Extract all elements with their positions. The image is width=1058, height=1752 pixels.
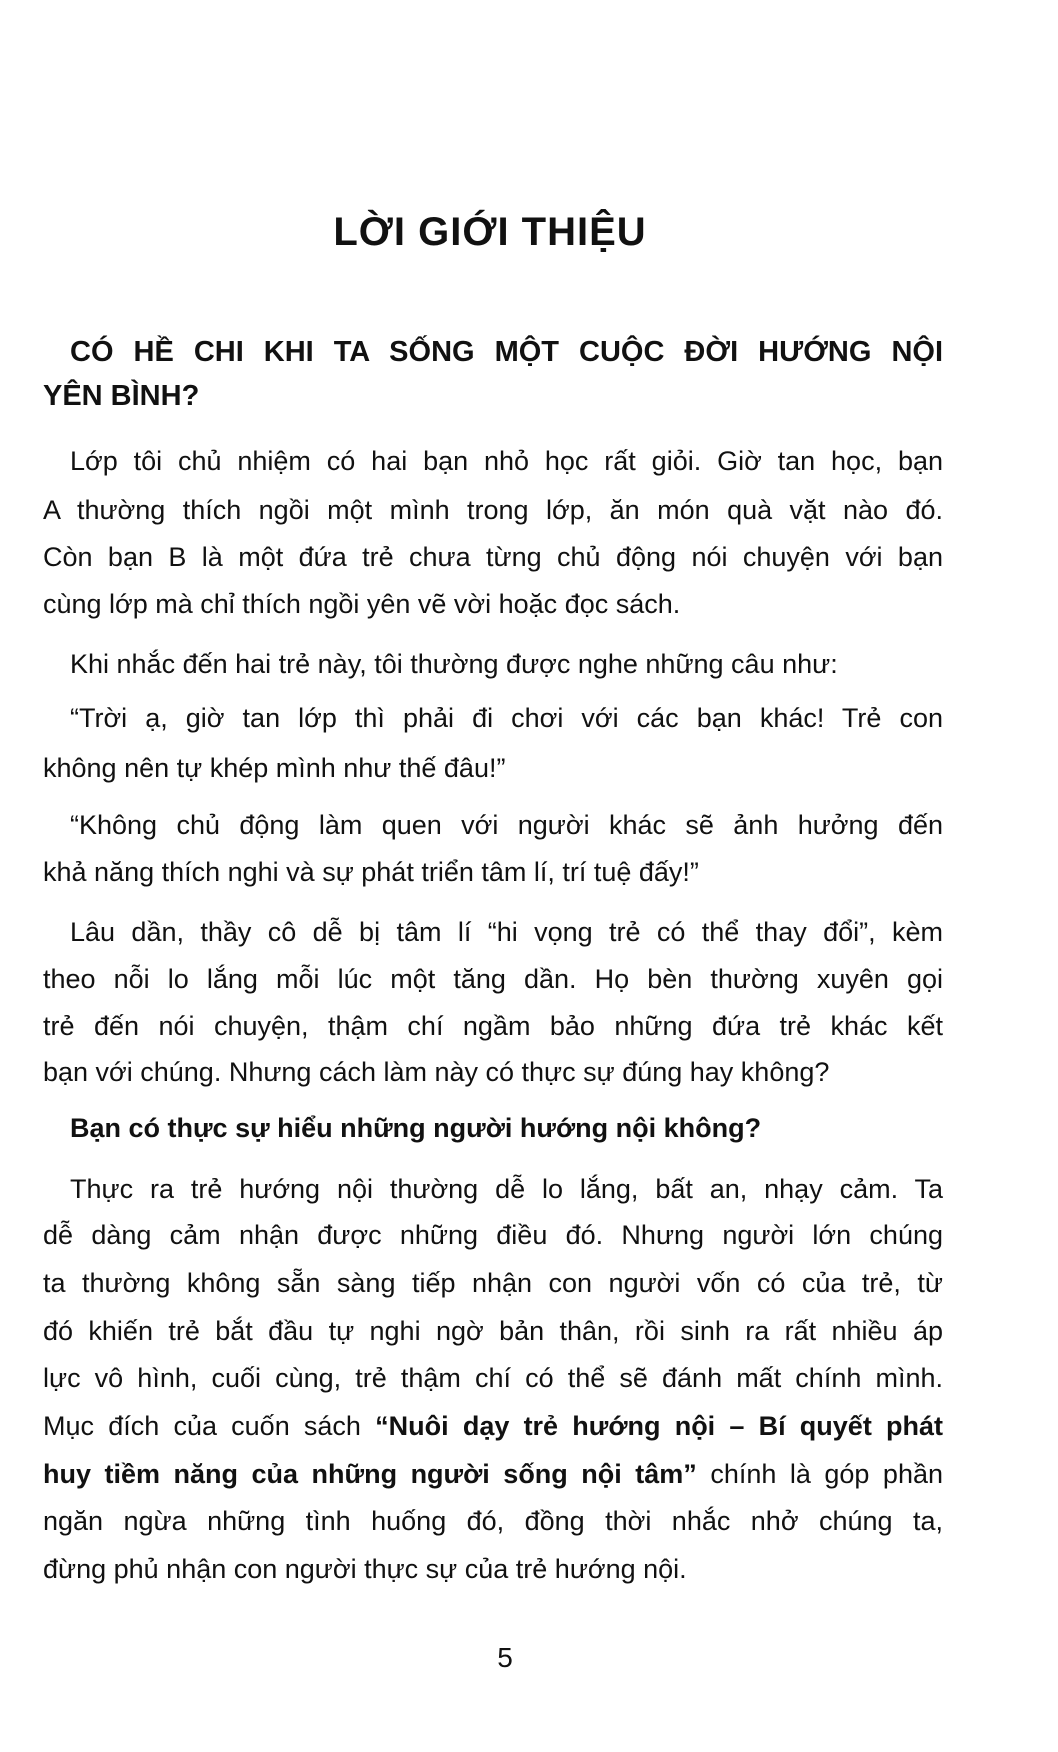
text-segment: đừng phủ nhận con người thực sự của trẻ hướng nội. (43, 1554, 687, 1584)
page-title: LỜI GIỚI THIỆU (333, 210, 647, 254)
paragraph-line (43, 1309, 943, 1353)
text-segment: YÊN BÌNH? (43, 380, 200, 412)
paragraph-line (70, 1167, 943, 1211)
text-segment: Còn bạn B là một đứa trẻ chưa từng chủ động nói chuyện với bạn (43, 542, 943, 572)
book-title-text: huy tiềm năng của những người sống nội tâm” (43, 1459, 697, 1489)
paragraph-line (43, 1213, 943, 1257)
subheading-line (70, 1106, 943, 1150)
text-segment: lực vô hình, cuối cùng, trẻ thậm chí có thể sẽ đánh mất chính mình. (43, 1363, 943, 1393)
text-segment: theo nỗi lo lắng mỗi lúc một tăng dần. Họ bèn thường xuyên gọi (43, 964, 943, 994)
paragraph-line (43, 1404, 943, 1448)
paragraph-line (70, 803, 943, 847)
paragraph-line (70, 910, 943, 954)
text-segment: CÓ HỀ CHI KHI TA SỐNG MỘT CUỘC ĐỜI HƯỚNG NỘI (70, 336, 943, 368)
paragraph-line (43, 1547, 943, 1591)
paragraph-line (43, 1499, 943, 1543)
text-segment: Mục đích của cuốn sách (43, 1411, 376, 1441)
paragraph-line (43, 957, 943, 1001)
paragraph-line (43, 535, 943, 579)
paragraph-line (43, 1452, 943, 1496)
paragraph-line (43, 1004, 943, 1048)
text-segment: ngăn ngừa những tình huống đó, đồng thời nhắc nhở chúng ta, (43, 1506, 943, 1536)
paragraph-line (43, 1050, 943, 1094)
text-segment: đó khiến trẻ bắt đầu tự nghi ngờ bản thân, rồi sinh ra rất nhiều áp (43, 1316, 943, 1346)
page-number: 5 (497, 1642, 513, 1673)
text-segment: Lâu dần, thầy cô dễ bị tâm lí “hi vọng trẻ có thể thay đổi”, kèm (70, 917, 943, 947)
text-segment: không nên tự khép mình như thế đâu!” (43, 753, 506, 783)
text-segment: bạn với chúng. Nhưng cách làm này có thực sự đúng hay không? (43, 1057, 830, 1087)
paragraph-line (70, 642, 943, 686)
text-segment: khả năng thích nghi và sự phát triển tâm lí, trí tuệ đấy!” (43, 857, 699, 887)
text-segment: cùng lớp mà chỉ thích ngồi yên vẽ vời hoặc đọc sách. (43, 589, 681, 619)
paragraph-line (43, 582, 943, 626)
text-segment: Thực ra trẻ hướng nội thường dễ lo lắng, bất an, nhạy cảm. Ta (70, 1174, 943, 1204)
text-segment: “Trời ạ, giờ tan lớp thì phải đi chơi với các bạn khác! Trẻ con (70, 703, 943, 733)
paragraph-line (43, 1261, 943, 1305)
paragraph-line (43, 850, 943, 894)
text-segment: ta thường không sẵn sàng tiếp nhận con người vốn có của trẻ, từ (43, 1268, 943, 1298)
paragraph-line (43, 488, 943, 532)
text-segment: Bạn có thực sự hiểu những người hướng nội không? (70, 1113, 762, 1143)
text-segment: trẻ đến nói chuyện, thậm chí ngầm bảo những đứa trẻ khác kết (43, 1011, 943, 1041)
paragraph-line (43, 1356, 943, 1400)
paragraph-line (70, 439, 943, 483)
section-heading-line (43, 374, 943, 418)
section-heading-line (70, 330, 943, 374)
text-segment: Lớp tôi chủ nhiệm có hai bạn nhỏ học rất giỏi. Giờ tan học, bạn (70, 446, 943, 476)
text-segment: A thường thích ngồi một mình trong lớp, ăn món quà vặt nào đó. (43, 495, 943, 525)
text-segment: Khi nhắc đến hai trẻ này, tôi thường được nghe những câu như: (70, 649, 838, 679)
text-segment: dễ dàng cảm nhận được những điều đó. Nhưng người lớn chúng (43, 1220, 943, 1250)
book-title-text: “Nuôi dạy trẻ hướng nội – Bí quyết phát (375, 1411, 943, 1441)
text-segment: chính là góp phần (696, 1459, 943, 1489)
paragraph-line (70, 696, 943, 740)
paragraph-line (43, 746, 943, 790)
text-segment: “Không chủ động làm quen với người khác sẽ ảnh hưởng đến (70, 810, 943, 840)
